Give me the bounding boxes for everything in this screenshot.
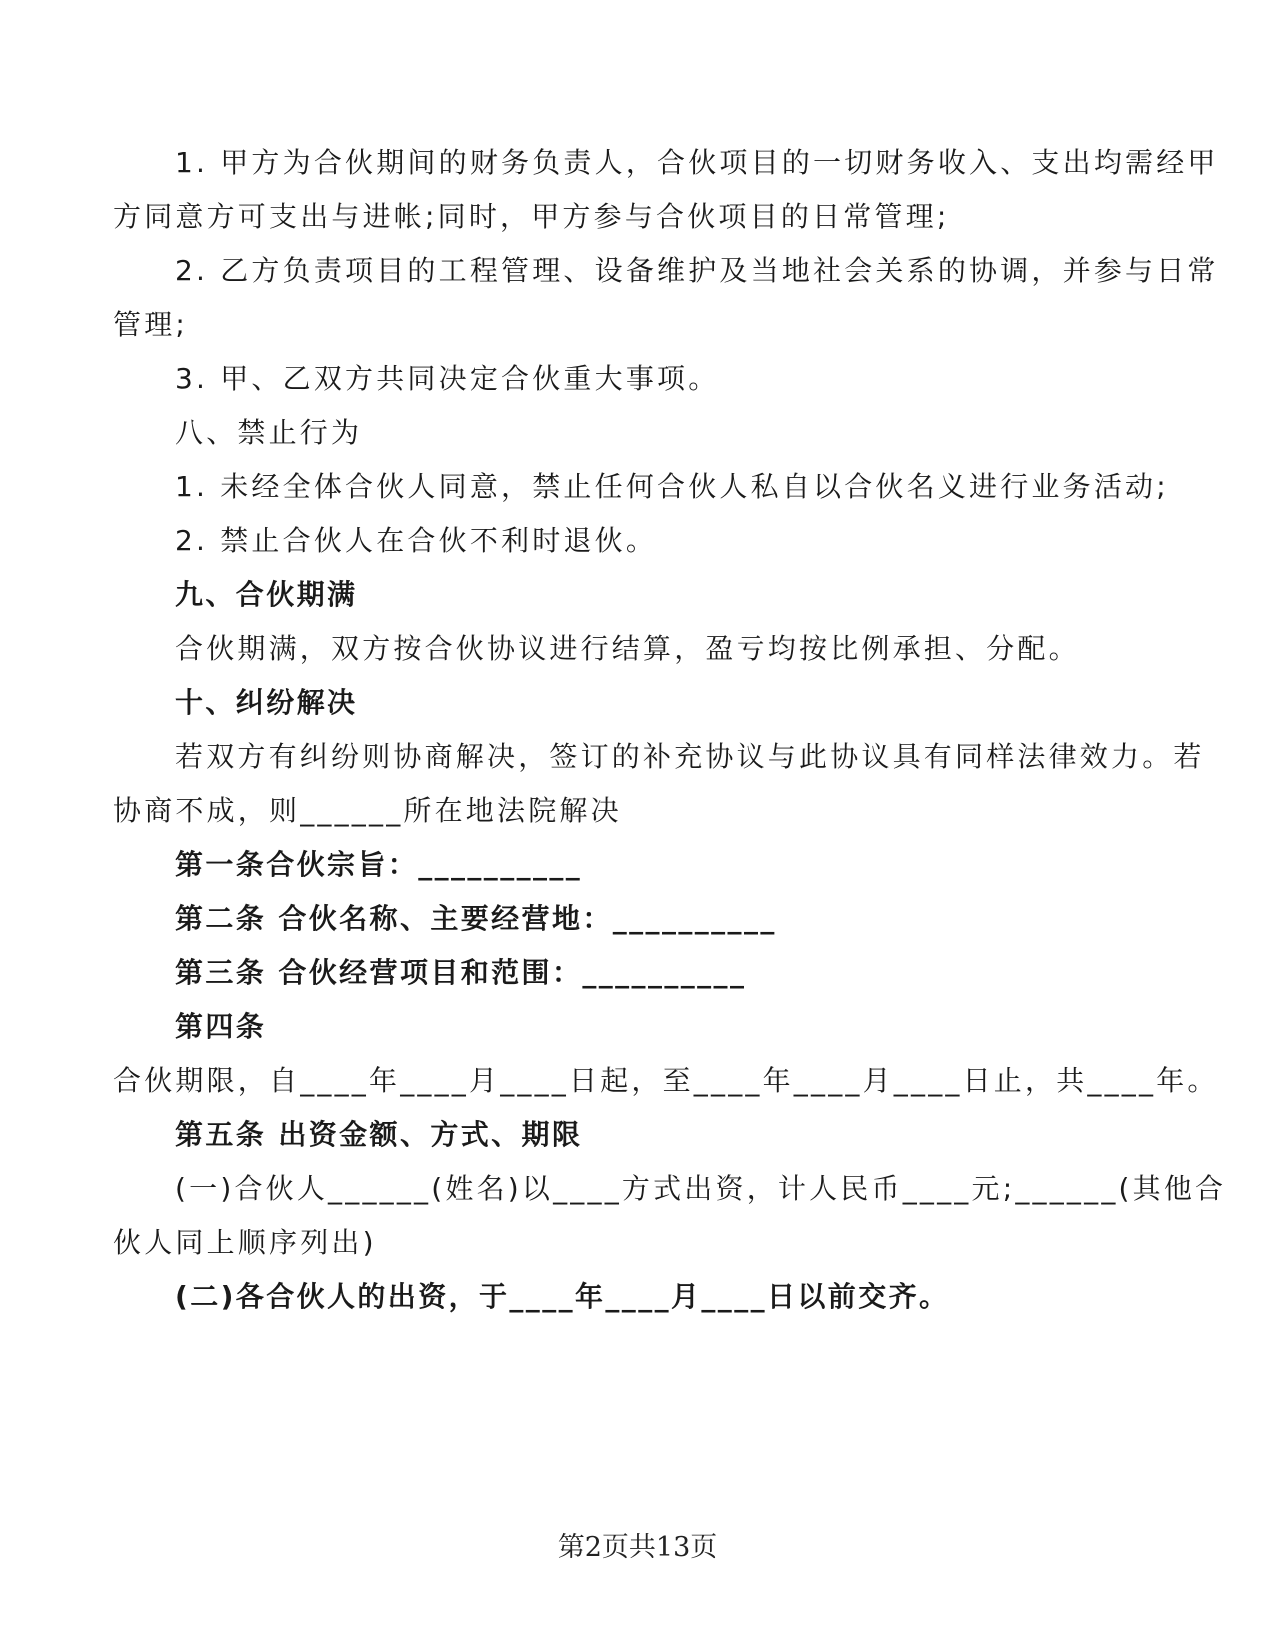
management-clause-line-2: 管理;: [113, 308, 189, 341]
article-5-heading: 第五条 出资金额、方式、期限: [175, 1118, 583, 1151]
management-clause-line-1: 2. 乙方负责项目的工程管理、设备维护及当地社会关系的协调，并参与日常: [175, 254, 1219, 287]
term-expiry-paragraph: 合伙期满，双方按合伙协议进行结算，盈亏均按比例承担、分配。: [175, 632, 1080, 665]
section-heading-dispute-resolution: 十、纠纷解决: [175, 686, 358, 719]
prohibition-clause-1: 1. 未经全体合伙人同意，禁止任何合伙人私自以合伙名义进行业务活动;: [175, 470, 1169, 503]
contribution-deadline-clause: (二)各合伙人的出资，于____年____月____日以前交齐。: [175, 1280, 950, 1313]
section-heading-prohibited-acts: 八、禁止行为: [175, 416, 363, 449]
article-1-purpose: 第一条合伙宗旨：__________: [175, 848, 583, 881]
dispute-paragraph-line-1: 若双方有纠纷则协商解决，签订的补充协议与此协议具有同样法律效力。若: [175, 740, 1205, 773]
finance-clause-line-1: 1. 甲方为合伙期间的财务负责人，合伙项目的一切财务收入、支出均需经甲: [175, 146, 1219, 179]
contribution-clause-line-1: (一)合伙人______(姓名)以____方式出资，计人民币____元;______(其他合: [175, 1172, 1227, 1205]
article-4-heading: 第四条: [175, 1010, 267, 1043]
partnership-term-line: 合伙期限，自____年____月____日起，至____年____月____日止，共____年。: [113, 1064, 1219, 1097]
article-3-business-scope: 第三条 合伙经营项目和范围：__________: [175, 956, 747, 989]
dispute-paragraph-line-2: 协商不成，则______所在地法院解决: [113, 794, 622, 827]
contribution-clause-line-2: 伙人同上顺序列出): [113, 1226, 377, 1259]
major-matters-clause: 3. 甲、乙双方共同决定合伙重大事项。: [175, 362, 720, 395]
page-number-footer: 第2页共13页: [557, 1532, 718, 1563]
article-2-name-location: 第二条 合伙名称、主要经营地：__________: [175, 902, 777, 935]
finance-clause-line-2: 方同意方可支出与进帐;同时，甲方参与合伙项目的日常管理;: [113, 200, 950, 233]
section-heading-term-expiry: 九、合伙期满: [175, 578, 358, 611]
prohibition-clause-2: 2. 禁止合伙人在合伙不利时退伙。: [175, 524, 658, 557]
